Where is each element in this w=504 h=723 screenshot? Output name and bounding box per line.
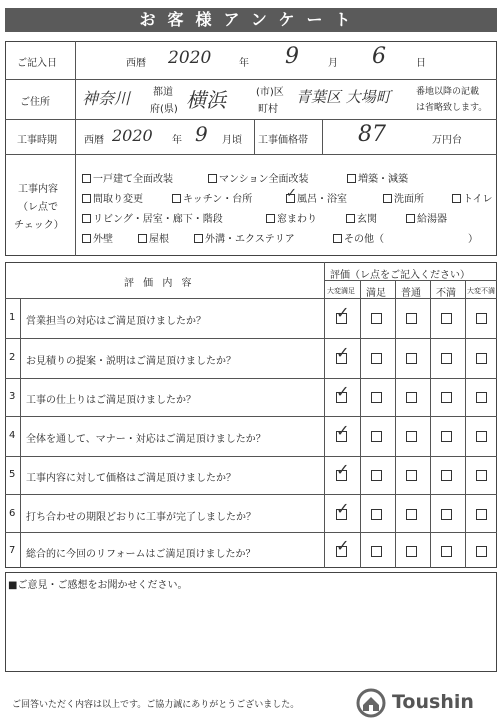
work-option-5[interactable]: ✓ 風呂・浴室	[286, 186, 347, 205]
comments-label: ■ご意見・ご感想をお聞かせください。	[8, 580, 188, 591]
scale-very-satisfied: 大変満足	[327, 287, 355, 295]
work-option-close: ）	[468, 234, 478, 245]
address-note-line1: 番地以降の記載	[416, 87, 480, 97]
house-logo-icon	[356, 688, 386, 718]
rating-checkbox-不満[interactable]	[441, 353, 452, 364]
date-month-value: 9	[285, 44, 299, 69]
date-day-unit: 日	[416, 58, 426, 69]
rating-checkbox-大変不満[interactable]	[476, 313, 487, 324]
rating-checkbox-不満[interactable]	[441, 392, 452, 403]
checkbox[interactable]	[286, 186, 297, 203]
checkbox[interactable]	[383, 194, 392, 203]
checkmark-icon: ✓	[336, 499, 350, 518]
date-era: 西暦	[126, 58, 146, 69]
rating-checkbox-普通[interactable]	[406, 470, 417, 481]
checkmark-icon: ✓	[286, 186, 297, 201]
work-option-2[interactable]: 増築・減築	[347, 170, 408, 185]
price-value: 87	[358, 122, 386, 147]
work-label-line2: （レ点で	[18, 202, 58, 213]
question-number: 2	[9, 352, 16, 363]
address-city-unit-top: (市)区	[256, 87, 284, 98]
period-label: 工事時期	[17, 135, 57, 146]
checkbox[interactable]	[346, 214, 355, 223]
rating-checkbox-満足[interactable]	[371, 546, 382, 557]
work-label-line1: 工事内容	[18, 184, 58, 195]
rating-checkbox-不満[interactable]	[441, 431, 452, 442]
scale-very-dissatisfied: 大変不満	[467, 287, 495, 295]
question-text: 工事の仕上りはご満足頂けましたか？	[26, 395, 196, 406]
checkbox[interactable]	[82, 174, 91, 183]
work-option-12[interactable]: 外壁	[82, 230, 113, 245]
rating-checkbox-大変満足[interactable]	[336, 421, 350, 442]
question-number: 3	[9, 391, 16, 402]
question-number: 1	[9, 312, 16, 323]
rating-checkbox-不満[interactable]	[441, 509, 452, 520]
address-label: ご住所	[20, 97, 50, 108]
work-option-4[interactable]: キッチン・台所	[172, 190, 252, 205]
question-number: 7	[9, 545, 16, 556]
eval-header-content: 評 価 内 容	[124, 278, 195, 289]
rating-checkbox-大変不満[interactable]	[476, 353, 487, 364]
rating-checkbox-不満[interactable]	[441, 546, 452, 557]
date-label: ご記入日	[17, 58, 57, 69]
rating-checkbox-満足[interactable]	[371, 509, 382, 520]
rating-checkbox-不満[interactable]	[441, 470, 452, 481]
checkbox[interactable]	[82, 234, 91, 243]
date-day-value: 6	[372, 44, 386, 69]
checkmark-icon: ✓	[336, 382, 350, 401]
rating-checkbox-満足[interactable]	[371, 470, 382, 481]
question-text: 総合的に今回のリフォームはご満足頂けましたか？	[26, 549, 256, 560]
rating-checkbox-満足[interactable]	[371, 431, 382, 442]
checkbox[interactable]	[138, 234, 147, 243]
work-option-6[interactable]: 洗面所	[383, 190, 424, 205]
scale-satisfied: 満足	[366, 288, 386, 299]
address-city-value: 横浜	[186, 88, 226, 112]
work-option-14[interactable]: 外溝・エクステリア	[194, 230, 295, 245]
rating-checkbox-普通[interactable]	[406, 313, 417, 324]
rating-checkbox-大変不満[interactable]	[476, 431, 487, 442]
work-option-3[interactable]: 間取り変更	[82, 190, 143, 205]
rating-checkbox-大変不満[interactable]	[476, 546, 487, 557]
period-month-value: 9	[195, 122, 208, 146]
checkbox[interactable]	[172, 194, 181, 203]
eval-header-rating: 評価（レ点をご記入ください）	[330, 270, 470, 281]
price-unit: 万円台	[432, 135, 462, 146]
date-year-unit: 年	[239, 58, 249, 69]
rating-checkbox-普通[interactable]	[406, 392, 417, 403]
period-era: 西暦	[84, 135, 104, 146]
work-option-7[interactable]: トイレ	[452, 190, 493, 205]
toushin-logo	[356, 688, 496, 718]
checkmark-icon: ✓	[336, 303, 350, 322]
logo-text: Toushin	[392, 691, 474, 713]
rating-checkbox-大変不満[interactable]	[476, 392, 487, 403]
scale-dissatisfied: 不満	[436, 288, 456, 299]
work-option-1[interactable]: マンション全面改装	[208, 170, 309, 185]
question-number: 4	[9, 430, 16, 441]
question-text: 打ち合わせの期限どおりに工事が完了しましたか？	[26, 512, 256, 523]
checkbox[interactable]	[452, 194, 461, 203]
question-text: 全体を通して、マナー・対応はご満足頂けましたか？	[26, 434, 266, 445]
address-prefecture-value: 神奈川	[82, 89, 131, 108]
rating-checkbox-大変満足[interactable]	[336, 303, 350, 324]
price-label: 工事価格帯	[258, 135, 308, 146]
checkmark-icon: ✓	[336, 536, 350, 555]
scale-neutral: 普通	[401, 288, 421, 299]
work-option-11[interactable]: 給湯器	[406, 210, 447, 225]
rating-checkbox-不満[interactable]	[441, 313, 452, 324]
period-month-unit: 月頃	[222, 135, 242, 146]
rating-checkbox-普通[interactable]	[406, 509, 417, 520]
checkbox[interactable]	[347, 174, 356, 183]
footer-message: ご回答いただく内容は以上です。ご協力誠にありがとうございました。	[12, 700, 300, 710]
work-option-13[interactable]: 屋根	[138, 230, 169, 245]
rating-checkbox-満足[interactable]	[371, 353, 382, 364]
checkmark-icon: ✓	[336, 421, 350, 440]
date-month-unit: 月	[328, 58, 338, 69]
work-option-8[interactable]: リビング・居室・廊下・階段	[82, 210, 223, 225]
work-option-9[interactable]: 窓まわり	[266, 210, 317, 225]
question-number: 5	[9, 469, 16, 480]
rating-checkbox-満足[interactable]	[371, 313, 382, 324]
checkmark-icon: ✓	[336, 460, 350, 479]
checkbox[interactable]	[266, 214, 275, 223]
checkbox[interactable]	[82, 194, 91, 203]
rating-checkbox-普通[interactable]	[406, 353, 417, 364]
rating-checkbox-普通[interactable]	[406, 546, 417, 557]
question-text: 営業担当の対応はご満足頂けましたか？	[26, 316, 206, 327]
rating-checkbox-普通[interactable]	[406, 431, 417, 442]
address-city-unit-bottom: 町村	[258, 104, 278, 115]
rating-checkbox-大変不満[interactable]	[476, 509, 487, 520]
question-number: 6	[9, 508, 16, 519]
checkbox[interactable]	[333, 234, 342, 243]
checkbox[interactable]	[82, 214, 91, 223]
question-text: 工事内容に対して価格はご満足頂けましたか？	[26, 473, 236, 484]
date-year-value: 2020	[168, 48, 212, 68]
address-pref-unit-top: 都道	[153, 87, 173, 98]
rating-checkbox-大変満足[interactable]	[336, 460, 350, 481]
work-option-15[interactable]: その他（	[333, 230, 384, 245]
period-year-unit: 年	[172, 135, 182, 146]
work-option-0[interactable]: 一戸建て全面改装	[82, 170, 173, 185]
period-year-value: 2020	[112, 126, 153, 145]
checkbox[interactable]	[208, 174, 217, 183]
address-pref-unit-bottom: 府(県)	[150, 104, 178, 115]
rating-checkbox-大変不満[interactable]	[476, 470, 487, 481]
rating-checkbox-大変満足[interactable]	[336, 536, 350, 557]
rating-checkbox-満足[interactable]	[371, 392, 382, 403]
work-option-10[interactable]: 玄関	[346, 210, 377, 225]
address-town-value: 青葉区 大場町	[296, 88, 391, 106]
rating-checkbox-大変満足[interactable]	[336, 499, 350, 520]
rating-checkbox-大変満足[interactable]	[336, 343, 350, 364]
rating-checkbox-大変満足[interactable]	[336, 382, 350, 403]
checkmark-icon: ✓	[336, 343, 350, 362]
survey-title: お客様アンケート	[5, 8, 497, 32]
checkbox[interactable]	[194, 234, 203, 243]
checkbox[interactable]	[406, 214, 415, 223]
address-note-line2: は省略致します。	[416, 103, 488, 113]
work-label-line3: チェック）	[14, 220, 64, 231]
question-text: お見積りの提案・説明はご満足頂けましたか？	[26, 356, 236, 367]
